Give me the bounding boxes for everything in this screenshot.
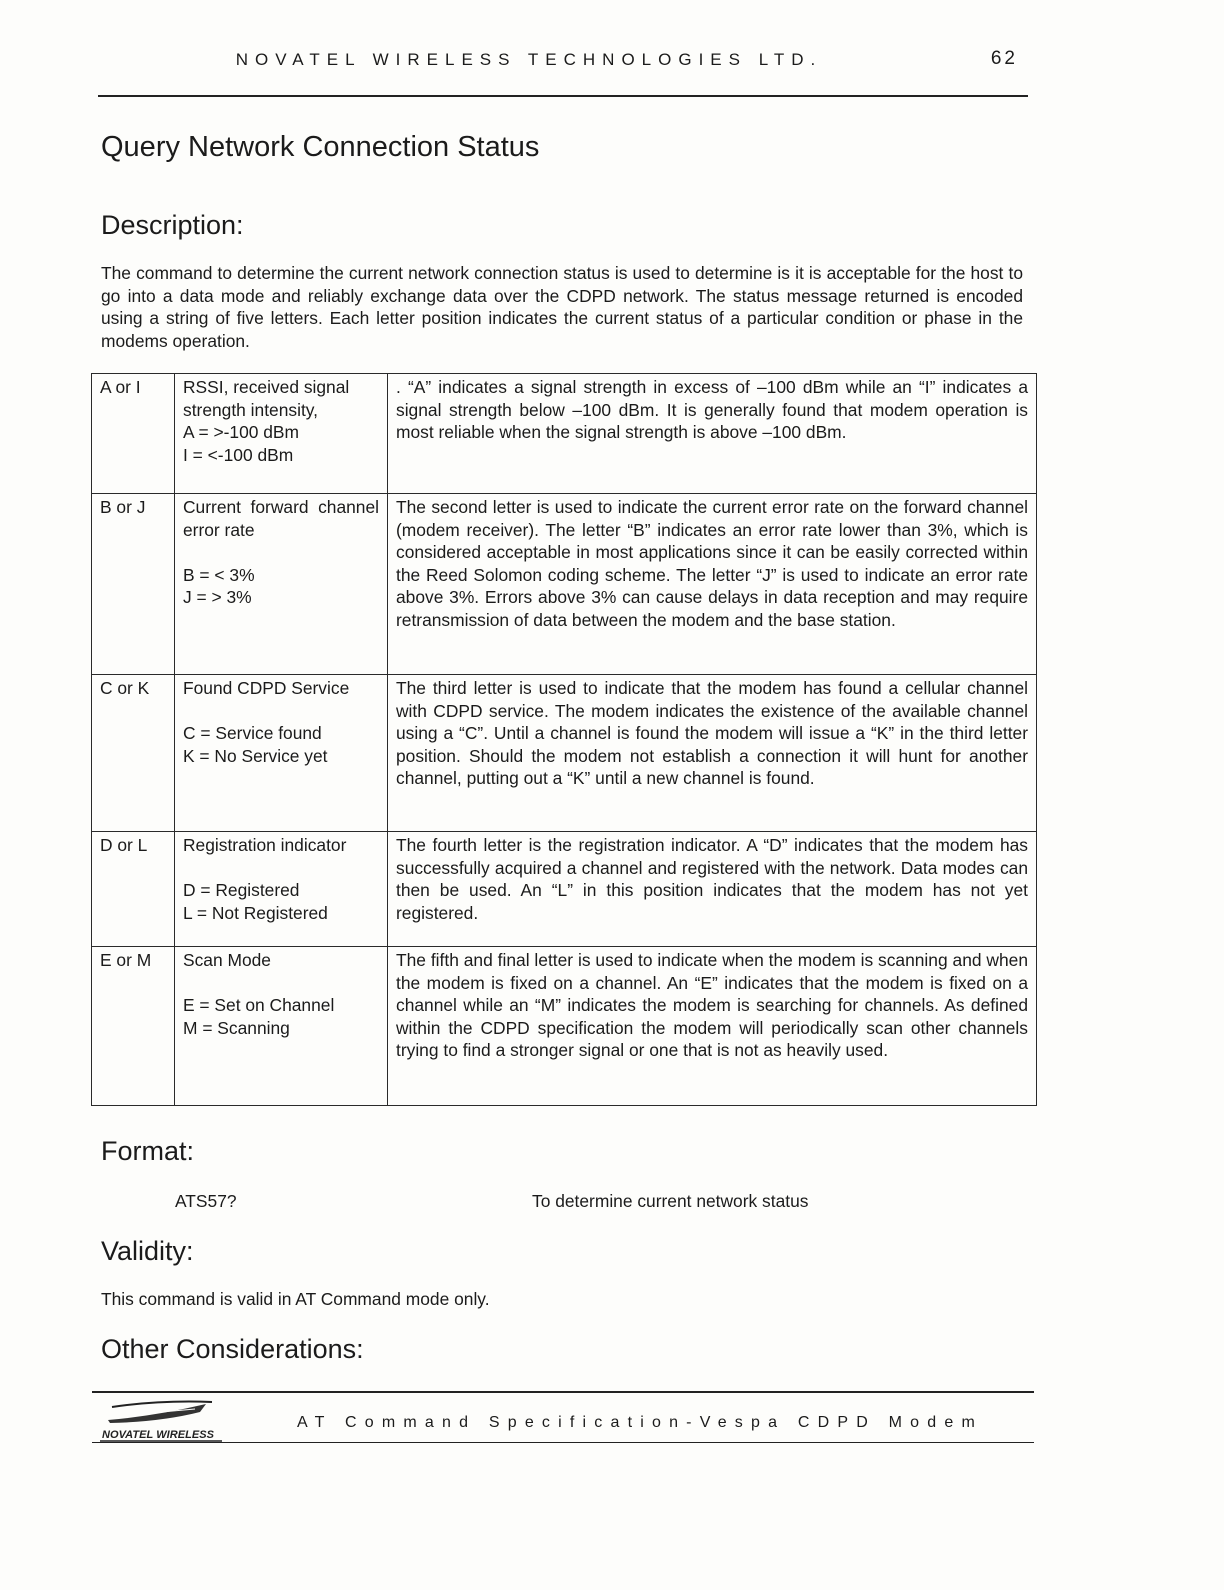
- condition-values: E = Set on Channel M = Scanning: [183, 995, 335, 1038]
- table-row: [92, 675, 1037, 832]
- status-table: [91, 373, 1037, 1106]
- status-code: D or L: [92, 832, 175, 947]
- status-code: E or M: [92, 947, 175, 1106]
- condition-label: RSSI, received signal strength intensity,: [183, 377, 350, 420]
- condition-label: Found CDPD Service: [183, 678, 350, 698]
- table-row: [92, 947, 1037, 1106]
- status-condition: [175, 374, 388, 494]
- status-description: The third letter is used to indicate that the modem has found a cellular channel with CDPD service. The modem indicates the existence of the available channel using a “C”. Until a channel is found the modem will issue a “K” in the third letter position. Should the modem not establish a connection it will hunt for another channel, putting out a “K” until a new channel is found.: [388, 675, 1037, 832]
- condition-label: Current forward channel error rate: [183, 497, 379, 540]
- status-condition: [175, 675, 388, 832]
- format-command: ATS57?: [175, 1191, 237, 1211]
- status-code: B or J: [92, 494, 175, 675]
- status-description: . “A” indicates a signal strength in excess of –100 dBm while an “I” indicates a signal strength below –100 dBm. It is generally found that modem operation is most reliable when the signal strength is above –100 dBm.: [388, 374, 1037, 494]
- status-code: A or I: [92, 374, 175, 494]
- status-description: The fourth letter is the registration indicator. A “D” indicates that the modem has successfully acquired a channel and registered with the network. Data modes can then be used. An “L” in this position indicates that the modem has not yet registered.: [388, 832, 1037, 947]
- format-command-description: To determine current network status: [532, 1191, 809, 1211]
- status-description: The fifth and final letter is used to indicate when the modem is scanning and when the modem is fixed on a channel. An “E” indicates that the modem is fixed on a channel while an “M” indicates the modem is searching for channels. As defined within the CDPD specification the modem will periodically scan other channels trying to find a stronger signal or one that is not as heavily used.: [388, 947, 1037, 1106]
- svg-text:NOVATEL WIRELESS: NOVATEL WIRELESS: [102, 1429, 214, 1441]
- validity-text: This command is valid in AT Command mode only.: [101, 1289, 490, 1309]
- footer-rule-bottom: [92, 1442, 1034, 1443]
- condition-values: C = Service found K = No Service yet: [183, 723, 328, 766]
- page-title: Query Network Connection Status: [101, 131, 540, 163]
- table-row: [92, 494, 1037, 675]
- header-company: NOVATEL WIRELESS TECHNOLOGIES LTD.: [235, 50, 823, 69]
- footer-rule-top: [92, 1391, 1034, 1393]
- other-considerations-heading: Other Considerations:: [101, 1334, 364, 1364]
- condition-values: B = < 3% J = > 3%: [183, 564, 255, 607]
- novatel-wireless-logo: [100, 1396, 225, 1442]
- footer-title: AT Command Specification-Vespa CDPD Modem: [297, 1414, 983, 1431]
- status-condition: [175, 832, 388, 947]
- header-rule: [98, 95, 1028, 97]
- description-heading: Description:: [101, 210, 244, 240]
- format-heading: Format:: [101, 1136, 195, 1166]
- page-header: [98, 50, 1028, 74]
- condition-label: Registration indicator: [183, 835, 347, 855]
- condition-label: Scan Mode: [183, 950, 271, 970]
- condition-values: A = >-100 dBm I = <-100 dBm: [183, 422, 300, 465]
- page-number: 62: [990, 48, 1018, 69]
- status-condition: [175, 494, 388, 675]
- status-code: C or K: [92, 675, 175, 832]
- validity-heading: Validity:: [101, 1236, 194, 1266]
- table-row: [92, 832, 1037, 947]
- table-row: [92, 374, 1037, 494]
- status-description: The second letter is used to indicate the current error rate on the forward channel (modem receiver). The letter “B” indicates an error rate lower than 3%, which is considered acceptable in most applications since it can be easily corrected within the Reed Solomon coding scheme. The letter “J” is used to indicate an error rate above 3%. Errors above 3% can cause delays in data reception and may require retransmission of data between the modem and the base station.: [388, 494, 1037, 675]
- condition-values: D = Registered L = Not Registered: [183, 880, 328, 923]
- description-text: The command to determine the current network connection status is used to determine is it is acceptable for the host to go into a data mode and reliably exchange data over the CDPD network. The status message returned is encoded using a string of five letters. Each letter position indicates the current status of a particular condition or phase in the modems operation.: [101, 263, 1023, 351]
- status-condition: [175, 947, 388, 1106]
